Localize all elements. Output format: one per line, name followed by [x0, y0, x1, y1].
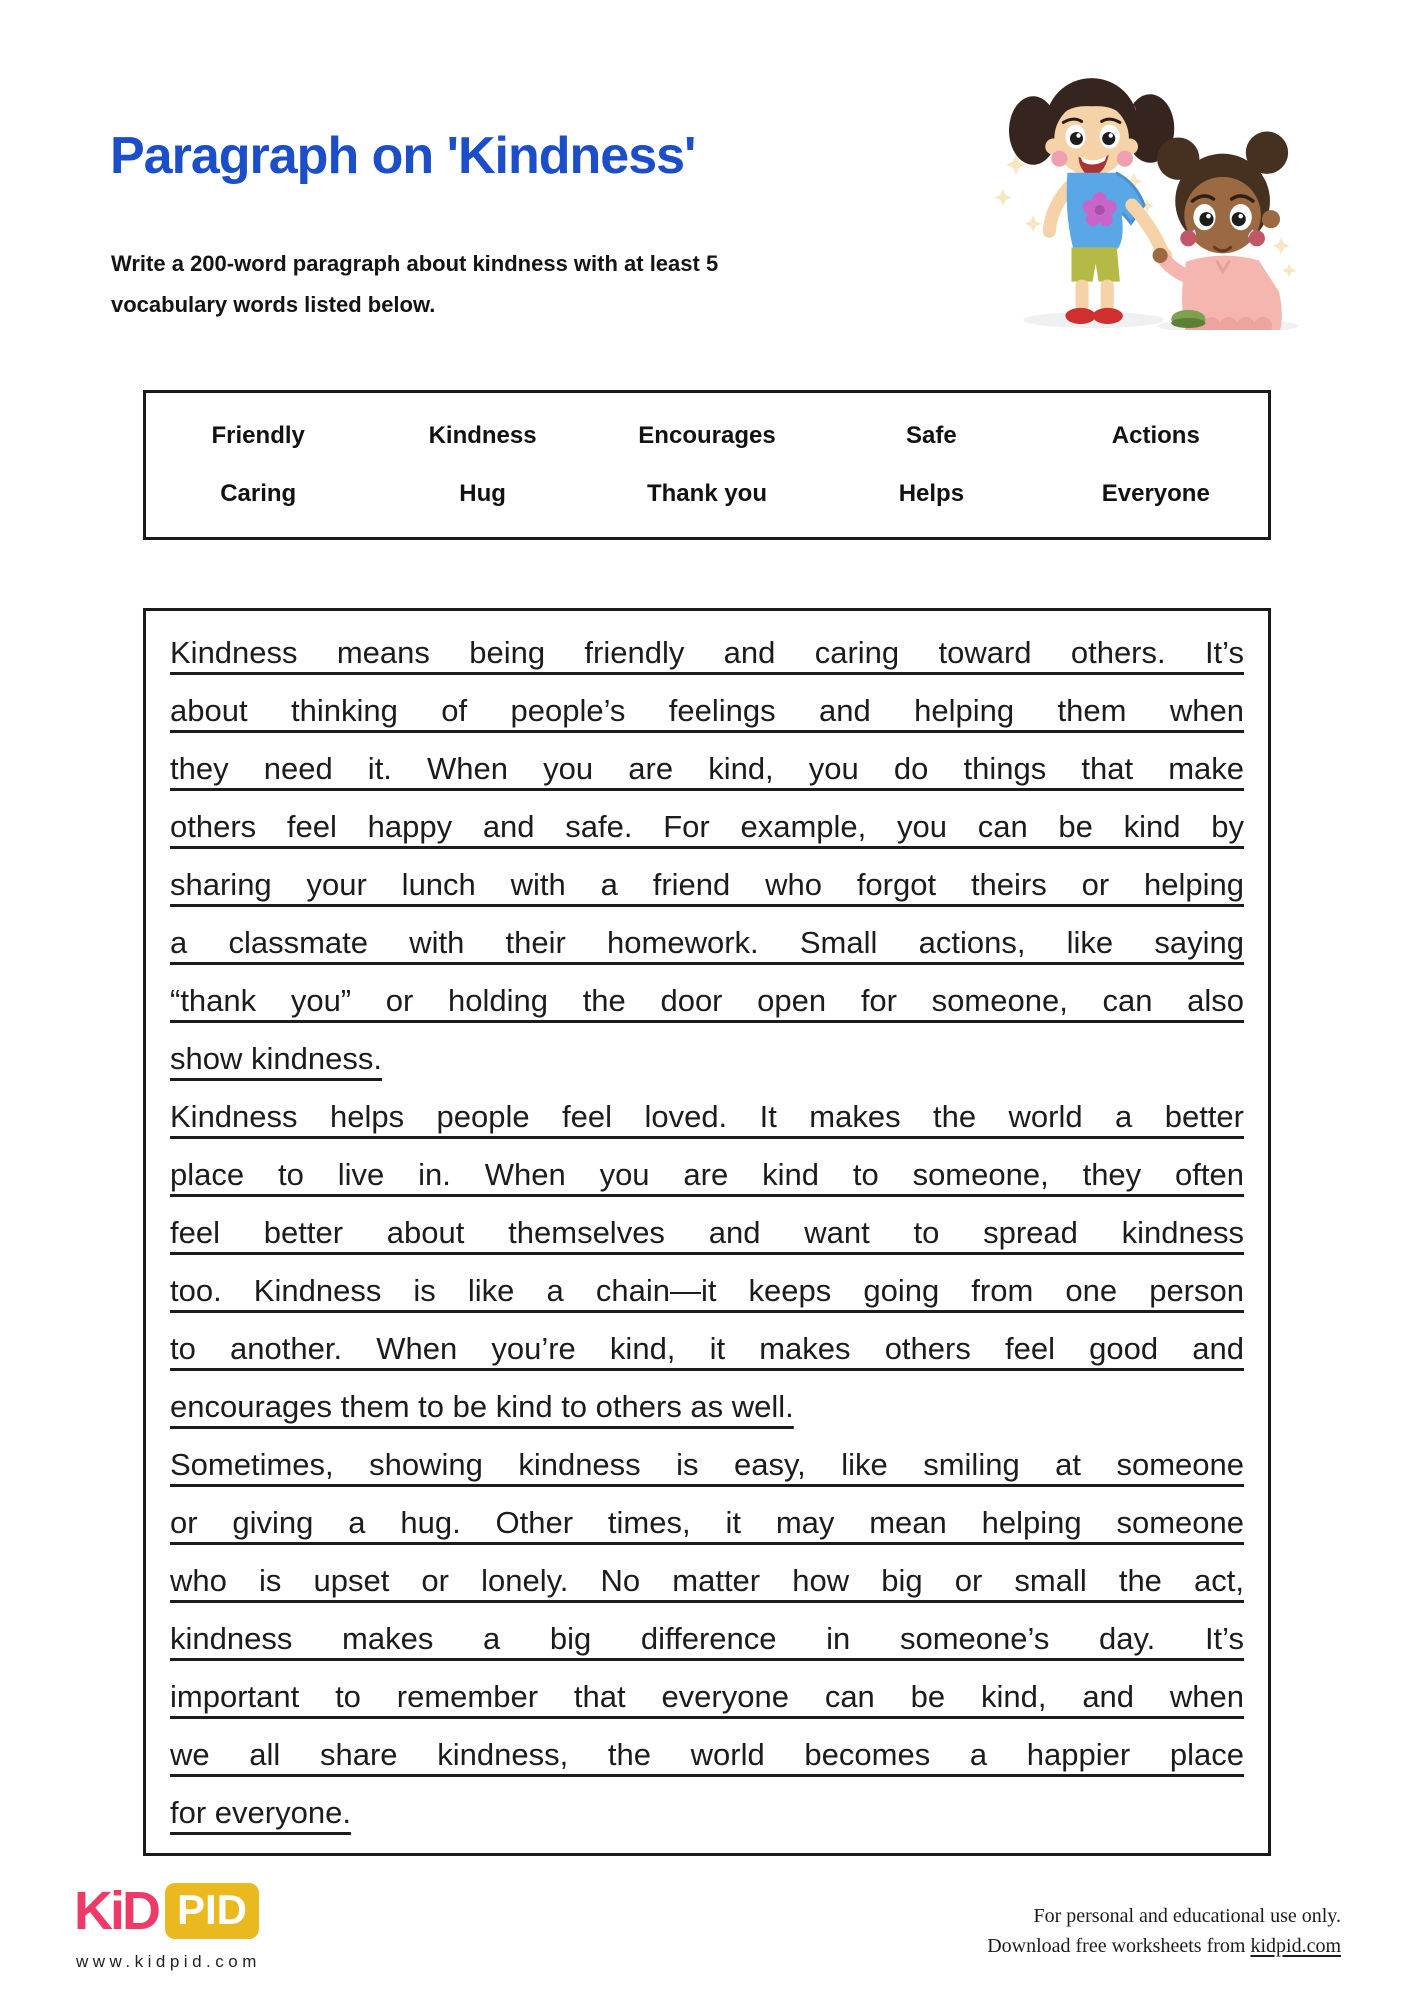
website-url: www.kidpid.com: [76, 1952, 261, 1971]
footer-note-line1: For personal and educational use only.: [1033, 1905, 1341, 1927]
essay-line: too. Kindness is like a chain—it keeps going from one person: [170, 1273, 1244, 1308]
footer-note-line2: Download free worksheets from kidpid.com: [987, 1935, 1341, 1957]
vocab-word-hug: Hug: [459, 480, 506, 507]
instructions: [111, 244, 718, 325]
vocab-word-encourages: Encourages: [638, 422, 776, 449]
essay-line: or giving a hug. Other times, it may mean helping someone: [170, 1505, 1244, 1540]
essay-line: encourages them to be kind to others as well.: [170, 1389, 794, 1424]
kidpid-logo: [74, 1880, 259, 1942]
essay-line: place to live in. When you are kind to someone, they often: [170, 1157, 1244, 1192]
essay-line: “thank you” or holding the door open for someone, can also: [170, 983, 1244, 1018]
vocabulary-box: [143, 390, 1271, 540]
essay-line: Sometimes, showing kindness is easy, like smiling at someone: [170, 1447, 1244, 1482]
kids-helping-illustration: [980, 66, 1304, 330]
essay-line: Kindness means being friendly and caring toward others. It’s: [170, 635, 1244, 670]
essay-line: for everyone.: [170, 1795, 351, 1830]
essay-line: we all share kindness, the world becomes a happier place: [170, 1737, 1244, 1772]
essay-line: about thinking of people’s feelings and helping them when: [170, 693, 1244, 728]
footer-note: [987, 1901, 1341, 1961]
essay-line: to another. When you’re kind, it makes others feel good and: [170, 1331, 1244, 1366]
kidpid-link[interactable]: kidpid.com: [1250, 1935, 1341, 1957]
page-title: Paragraph on 'Kindness': [110, 127, 696, 185]
vocab-word-actions: Actions: [1111, 422, 1200, 449]
essay-line: Kindness helps people feel loved. It makes the world a better: [170, 1099, 1244, 1134]
essay-line: a classmate with their homework. Small actions, like saying: [170, 925, 1244, 960]
essay-line: show kindness.: [170, 1041, 382, 1076]
vocab-word-kindness: Kindness: [428, 422, 537, 449]
essay-line: others feel happy and safe. For example, you can be kind by: [170, 809, 1244, 844]
essay-line: kindness makes a big difference in someone’s day. It’s: [170, 1621, 1244, 1656]
vocab-word-helps: Helps: [898, 480, 965, 507]
instructions-line1: Write a 200-word paragraph about kindness with at least 5: [111, 251, 719, 276]
vocab-word-caring: Caring: [220, 480, 297, 507]
vocab-word-thank-you: Thank you: [646, 480, 767, 507]
vocab-word-safe: Safe: [906, 422, 957, 449]
essay-line: feel better about themselves and want to spread kindness: [170, 1215, 1244, 1250]
instructions-line2: vocabulary words listed below.: [111, 291, 436, 317]
logo-pid-badge: PID: [165, 1883, 259, 1939]
vocab-word-friendly: Friendly: [211, 422, 305, 449]
vocab-word-everyone: Everyone: [1101, 480, 1210, 507]
essay-line: important to remember that everyone can be kind, and when: [170, 1679, 1244, 1714]
logo-kid-text: KiD: [74, 1881, 158, 1941]
essay-line: sharing your lunch with a friend who forgot theirs or helping: [170, 867, 1244, 902]
essay-line: who is upset or lonely. No matter how big or small the act,: [170, 1563, 1244, 1598]
essay-box: [143, 608, 1271, 1856]
essay-line: they need it. When you are kind, you do things that make: [170, 751, 1244, 786]
